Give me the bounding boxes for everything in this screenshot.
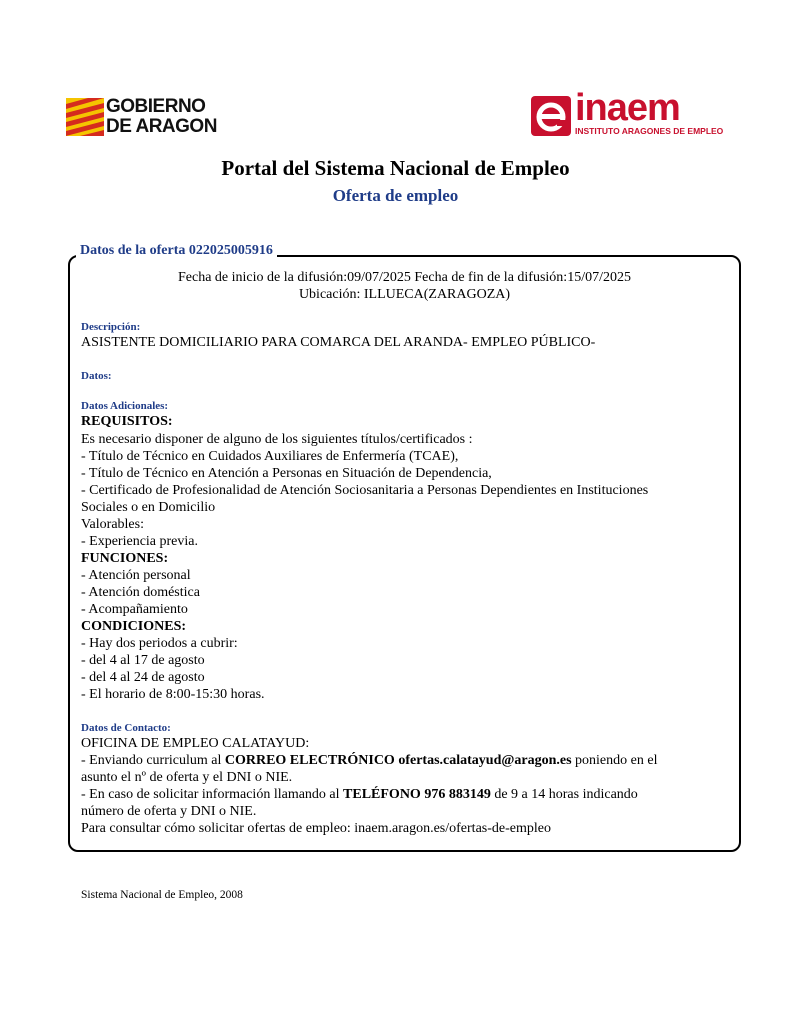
gobierno-logo-line1: GOBIERNO [106, 96, 206, 117]
oficina-line: OFICINA DE EMPLEO CALATAYUD: [81, 736, 310, 751]
descripcion-text: ASISTENTE DOMICILIARIO PARA COMARCA DEL ARANDA- EMPLEO PÚBLICO- [81, 335, 596, 350]
funcion-item: - Atención personal [81, 568, 191, 583]
page-title: Portal del Sistema Nacional de Empleo [221, 156, 570, 180]
requisito-item: - Título de Técnico en Cuidados Auxiliares de Enfermería (TCAE), [81, 449, 459, 464]
contacto-email-post: poniendo en el [571, 753, 658, 768]
condicion-item: - Hay dos periodos a cubrir: [81, 636, 238, 651]
contacto-email[interactable]: CORREO ELECTRÓNICO ofertas.calatayud@aragon.es [224, 753, 572, 768]
requisito-item-cont: Sociales o en Domicilio [81, 500, 216, 515]
location-line: Ubicación: ILLUECA(ZARAGOZA) [298, 287, 511, 302]
contacto-label: Datos de Contacto: [81, 722, 171, 734]
contacto-phone-post: de 9 a 14 horas indicando [490, 787, 638, 802]
funciones-heading: FUNCIONES: [81, 551, 169, 566]
inaem-logo [531, 87, 724, 140]
gobierno-logo-line2: DE ARAGON [106, 116, 217, 137]
contacto-email-line [81, 752, 657, 769]
dates-line: Fecha de inicio de la difusión:09/07/2025 Fecha de fin de la difusión:15/07/2025 [178, 270, 631, 285]
valorable-item: - Experiencia previa. [81, 534, 198, 549]
datos-adicionales-label: Datos Adicionales: [81, 400, 169, 412]
inaem-wordmark: inaem [575, 87, 680, 129]
condicion-item: - del 4 al 24 de agosto [81, 670, 205, 685]
inaem-subtitle: INSTITUTO ARAGONES DE EMPLEO [575, 126, 724, 136]
condicion-item: - del 4 al 17 de agosto [81, 653, 205, 668]
footer-text: Sistema Nacional de Empleo, 2008 [81, 889, 243, 901]
contacto-phone-pre: - En caso de solicitar información llamando al [81, 787, 344, 802]
contacto-phone[interactable]: TELÉFONO 976 883149 [343, 787, 491, 802]
requisito-item: - Título de Técnico en Atención a Personas en Situación de Dependencia, [81, 466, 492, 481]
condiciones-heading: CONDICIONES: [81, 619, 187, 634]
descripcion-label: Descripción: [81, 321, 141, 333]
requisitos-intro: Es necesario disponer de alguno de los siguientes títulos/certificados : [81, 432, 473, 447]
contacto-phone-line [81, 786, 638, 803]
funcion-item: - Atención doméstica [81, 585, 200, 600]
inaem-e-icon [531, 96, 571, 136]
consultar-line[interactable]: Para consultar cómo solicitar ofertas de empleo: inaem.aragon.es/ofertas-de-empleo [81, 821, 551, 836]
condicion-item: - El horario de 8:00-15:30 horas. [81, 687, 265, 702]
valorables-label: Valorables: [81, 517, 144, 532]
funcion-item: - Acompañamiento [81, 602, 188, 617]
contacto-phone-line2: número de oferta y DNI o NIE. [81, 804, 257, 819]
contacto-email-pre: - Enviando curriculum al [81, 753, 225, 768]
offer-legend: Datos de la oferta 022025005916 [76, 243, 277, 259]
gobierno-aragon-logo [66, 96, 246, 138]
aragon-flag-icon [66, 98, 104, 136]
page-subtitle: Oferta de empleo [332, 186, 459, 205]
contacto-email-line2: asunto el nº de oferta y el DNI o NIE. [81, 770, 293, 785]
requisitos-heading: REQUISITOS: [81, 414, 173, 429]
requisito-item: - Certificado de Profesionalidad de Atención Sociosanitaria a Personas Dependientes en Instituciones [81, 483, 649, 498]
datos-label: Datos: [81, 370, 112, 382]
